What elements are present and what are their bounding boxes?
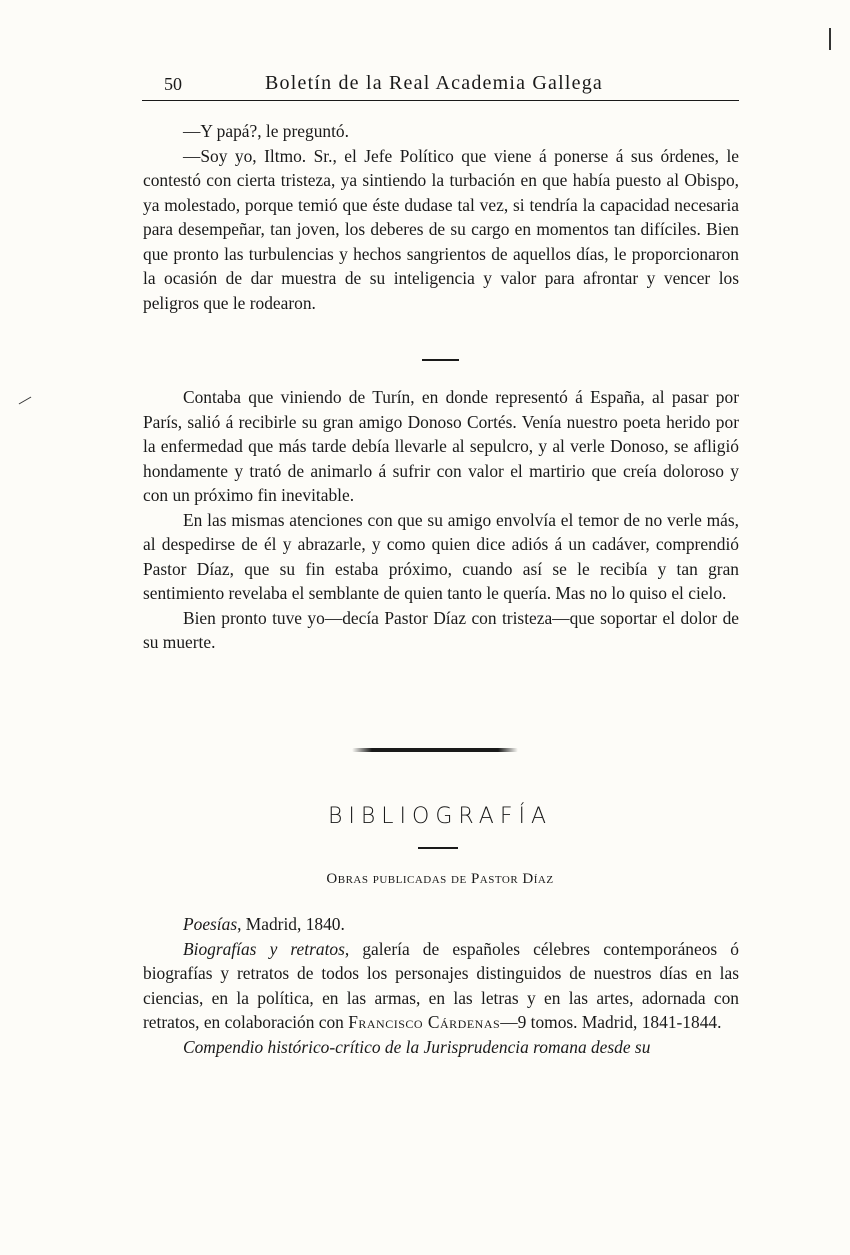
entry-details: —9 tomos. Madrid, 1841-1844. [500,1012,722,1032]
paragraph: —Y papá?, le preguntó. [183,121,349,141]
paragraph: Contaba que viniendo de Turín, en donde representó á España, al pasar por París, salió á recibirle su gran amigo Donoso Cortés. Venía nuestro poeta herido por la enfermedad que más tarde debía llevarle al sepulcro, y al verle Donoso, se afligió hondamente y trató de animarlo á sufrir con valor el martirio que creía doloroso y con un próximo fin inevitable. [143,387,739,505]
work-title: Compendio histórico-crítico de la Jurisprudencia romana desde su [183,1036,651,1057]
bibliography-list [143,912,739,1059]
scan-mark [19,397,32,405]
paragraph: Bien pronto tuve yo—decía Pastor Díaz con tristeza—que soportar el dolor de su muerte. [143,607,739,652]
paragraph: —Soy yo, Iltmo. Sr., el Jefe Político que viene á ponerse á sus órdenes, le contestó con cierta tristeza, ya sintiendo la turbación en que había puesto al Obispo, ya molestado, porque temió que éste dudase tal vez, si tendría la capacidad necesaria para desempeñar, tan joven, los deberes de su cargo en momentos tan difíciles. Bien que pronto las turbulencias y hechos sangrientos de aquellos días, le proporcionaron la ocasión de dar muestra de su inteligencia y valor para afrontar y vencer los peligros que le rodearon. [143,145,739,313]
paragraph: En las mismas atenciones con que su amigo envolvía el temor de no verle más, al despedirse de él y abrazarle, y como quien dice adiós á un cadáver, comprendió Pastor Díaz, que su fin estaba próximo, cuando así se le recibía y tan gran sentimiento revelaba el semblante de quien tanto le quería. Mas no lo quiso el cielo. [143,509,739,603]
work-title: Biografías y retratos [183,938,345,959]
section-two [143,385,739,655]
page-header [142,68,739,101]
title-divider [418,847,458,849]
bibliography-entry [143,937,739,1035]
section-divider [422,359,459,361]
work-title: Poesías [183,914,238,934]
running-title: Boletín de la Real Academia Gallega [265,72,603,94]
subtitle-text: Obras publicadas de Pastor Díaz [326,871,554,887]
bibliography-entry [143,1035,739,1060]
page-number: 50 [164,74,182,94]
entry-details: , galería de españoles célebres contemporáneos ó biografías y retratos de todos los personajes distinguidos de nuestros días en las ciencias, en la política, en las armas, en las letras y en las artes, adornada con retratos, en colaboración con [143,938,740,1032]
entry-details: , Madrid, 1840. [237,914,345,934]
section-one [143,119,739,315]
bibliography-entry [143,912,739,937]
scan-mark [829,28,831,50]
bibliography-subtitle [0,871,850,888]
collaborator-name: Francisco Cárdenas [348,1012,501,1032]
ornamental-rule [352,748,518,752]
section-title: BIBLIOGRAFÍA [327,804,553,829]
